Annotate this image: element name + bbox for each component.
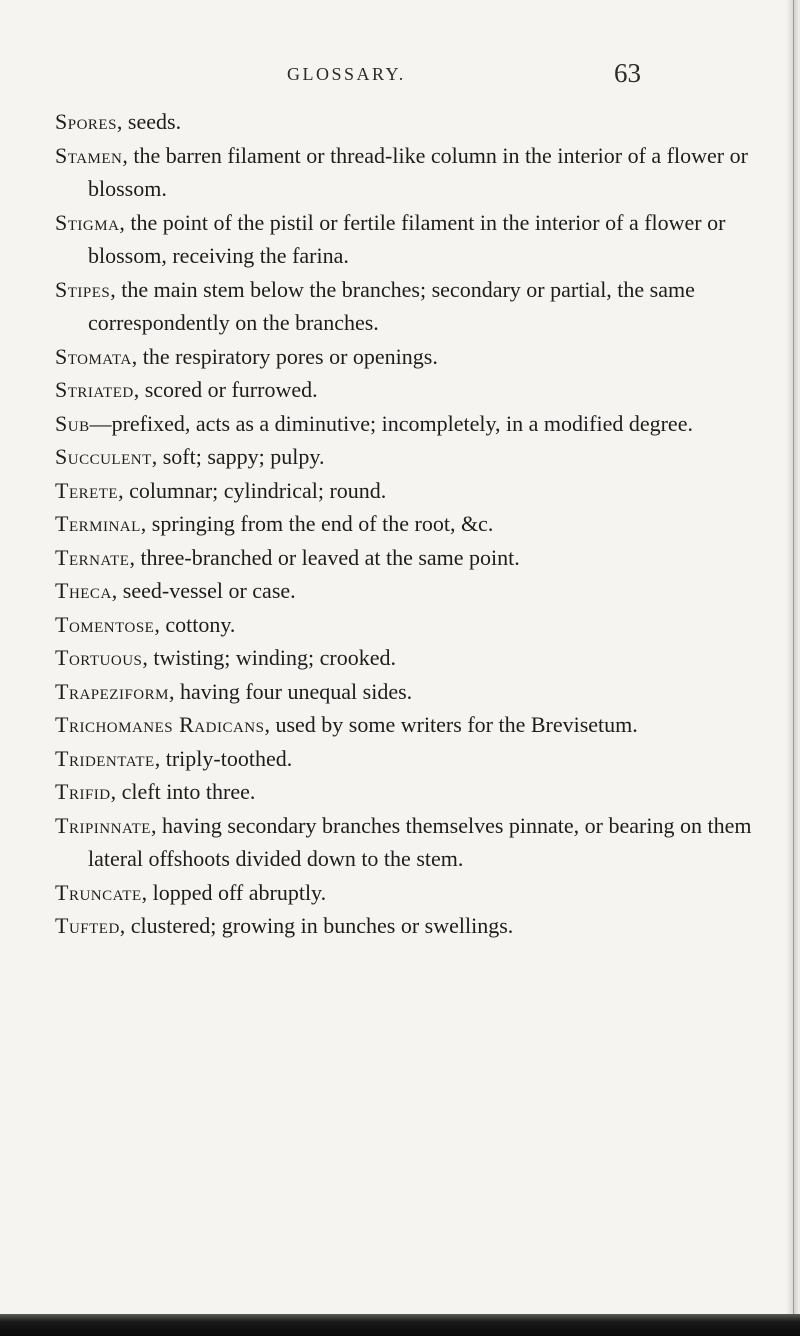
entry-definition: , soft; sappy; pulpy. [151,444,325,469]
glossary-entry-stipes [55,273,790,340]
entry-term: Tridentate [55,745,155,771]
entry-term: Ternate [55,544,130,570]
entry-term: Trifid [55,779,111,804]
entry-term: Stamen [55,142,123,168]
entry-term: Stigma [55,209,120,235]
page-header [0,58,800,98]
entry-term: Tomentose [55,611,155,637]
entry-term: Succulent [55,444,152,469]
running-title: GLOSSARY. [287,64,406,84]
entry-term: Tufted [55,913,120,938]
glossary-entry-truncate [55,876,790,910]
entry-term: Tortuous [55,645,143,670]
entry-term: Trichomanes Radicans [55,712,265,737]
page-number: 63 [614,58,641,88]
glossary-entry-stomata [55,340,790,374]
entry-term: Theca [55,578,112,603]
glossary-entry-tripinnate [55,809,790,876]
entry-definition: , columnar; cylindrical; round. [118,477,387,503]
entry-term: Truncate [55,879,142,905]
entry-definition: , the barren filament or thread-like column in the interior of a flower or blossom. [88,142,748,201]
entry-term: Sub [55,410,90,436]
entry-term: Stipes [55,276,111,302]
glossary-entry-sub [55,407,790,441]
glossary-entry-tortuous [55,641,790,675]
page-edge-line [793,0,794,1336]
glossary-entry-striated [55,373,790,407]
entry-definition: , used by some writers for the Brevisetum. [264,712,638,737]
entry-definition: , cleft into three. [110,779,256,804]
entry-definition: , clustered; growing in bunches or swellings. [119,913,514,938]
entry-term: Striated [55,377,134,402]
entry-definition: , having secondary branches themselves pinnate, or bearing on them lateral offshoots divided down to the stem. [88,812,752,871]
glossary-entry-stamen [55,139,790,206]
glossary-entry-tufted [55,909,790,943]
glossary-entry-trapeziform [55,675,790,709]
glossary-entry-trichomanes-radicans [55,708,790,742]
entry-definition: , springing from the end of the root, &c. [140,511,494,536]
entry-definition: , cottony. [154,611,236,637]
entry-term: Stomata [55,343,132,369]
entry-definition: , the respiratory pores or openings. [131,343,438,369]
glossary-entries [55,105,790,943]
glossary-entry-tridentate [55,742,790,776]
glossary-entry-stigma [55,206,790,273]
entry-definition: , the main stem below the branches; secondary or partial, the same correspondently on the branches. [88,276,695,335]
entry-definition: , having four unequal sides. [168,678,413,704]
entry-definition: , seed-vessel or case. [111,578,296,603]
glossary-entry-terete [55,474,790,508]
page-bottom-border [0,1314,800,1336]
glossary-entry-terminal [55,507,790,541]
glossary-entry-theca [55,574,790,608]
entry-term: Tripinnate [55,812,151,838]
glossary-entry-tomentose [55,608,790,642]
entry-term: Trapeziform [55,678,169,704]
entry-definition: , seeds. [116,109,182,134]
entry-definition: —prefixed, acts as a diminutive; incompletely, in a modified degree. [89,410,693,436]
entry-definition: , twisting; winding; crooked. [142,645,396,670]
entry-term: Terete [55,477,119,503]
entry-term: Terminal [55,511,141,536]
entry-definition: , three-branched or leaved at the same point. [129,544,520,570]
glossary-entry-spores [55,105,790,139]
entry-term: Spores [55,109,117,134]
entry-definition: , the point of the pistil or fertile filament in the interior of a flower or blossom, receiving the farina. [88,209,726,268]
glossary-entry-trifid [55,775,790,809]
glossary-entry-ternate [55,541,790,575]
entry-definition: , scored or furrowed. [133,377,318,402]
entry-definition: , triply-toothed. [154,745,293,771]
entry-definition: , lopped off abruptly. [141,879,327,905]
glossary-entry-succulent [55,440,790,474]
